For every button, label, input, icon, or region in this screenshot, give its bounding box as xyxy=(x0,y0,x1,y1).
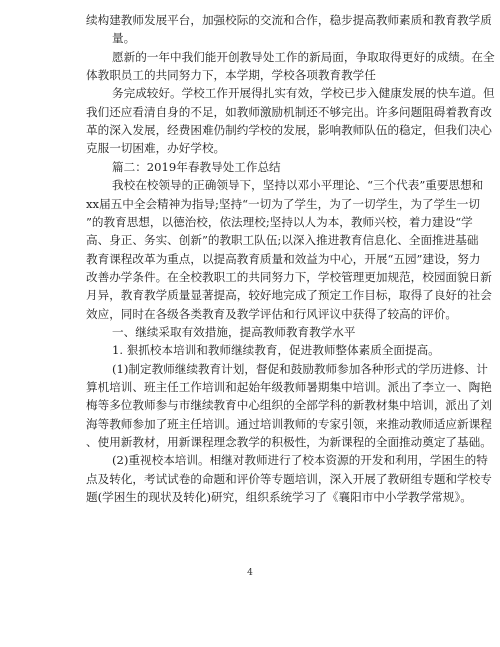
text-line: 克服一切困难，办好学校。 xyxy=(86,141,226,156)
text-line: 效应，同时在各级各类教育及教学评估和行风评议中获得了较高的评价。 xyxy=(86,306,458,321)
text-line: (2)重视校本培训。相继对教师进行了校本资源的开发和利用，学困生的特 xyxy=(112,453,488,468)
text-line: 、使用新教材，用新课程理念教学的积极性，为新课程的全面推动奠定了基础。 xyxy=(86,435,492,450)
text-line: 海等教师参加了班主任培训。通过培训教师的专家引领，来推动教师适应新课程 xyxy=(86,416,492,431)
text-line: 高、身正、务实、创新”的教职工队伍;以深入推进教育信息化、全面推进基础 xyxy=(86,233,479,248)
text-line: 梅等多位教师参与市继续教育中心组织的全部学科的新教材集中培训，派出了刘 xyxy=(86,398,492,413)
text-line: 体教职员工的共同努力下，本学期，学校各项教育教学任 xyxy=(86,68,376,83)
text-line: 一、继续采取有效措施，提高教师教育教学水平 xyxy=(112,324,356,339)
text-line: 量。 xyxy=(112,31,136,46)
text-line: 我们还应看清自身的不足，如教师激励机制还不够完出。许多问题阻碍着教育改 xyxy=(86,104,492,119)
text-line: 1. 狠抓校本培训和教师继续教育，促进教师整体素质全面提高。 xyxy=(112,343,440,358)
text-line: 续构建教师发展平台，加强校际的交流和合作，稳步提高教师素质和教育教学质 xyxy=(86,13,492,27)
text-line: 点及转化，考试试卷的命题和评价等专题培训，深入开展了教研组专题和学校专 xyxy=(86,471,492,486)
text-line: 愿新的一年中我们能开创教导处工作的新局面，争取取得更好的成绩。在全 xyxy=(112,49,495,64)
text-line: 篇二：2019年春教导处工作总结 xyxy=(112,159,281,174)
text-line: 务完成较好。学校工作开展得扎实有效，学校已步入健康发展的快车道。但 xyxy=(112,86,495,101)
text-line: xx届五中全会精神为指导;坚持“一切为了学生，为了一切学生，为了学生一切 xyxy=(86,196,480,211)
text-line: 题(学困生的现状及转化)研究，组织系统学习了《襄阳市中小学教学常规》。 xyxy=(86,490,472,505)
text-line: ”的教育思想，以德治校，依法理校;坚持以人为本，教师兴校，着力建设“学 xyxy=(86,214,473,229)
text-line: 月异，教育教学质量显著提高，较好地完成了预定工作目标，取得了良好的社会 xyxy=(86,288,492,303)
text-line: 革的深入发展，经费困难仍制约学校的发展，影响教师队伍的稳定，但我们决心 xyxy=(86,123,492,138)
text-line: 改善办学条件。在全校教职工的共同努力下，学校管理更加规范，校园面貌日新 xyxy=(86,269,492,284)
text-line: (1)制定教师继续教育计划，督促和鼓励教师参加各种形式的学历进修、计 xyxy=(112,361,488,376)
page-number: 4 xyxy=(247,568,253,578)
text-line: 算机培训、班主任工作培训和起始年级教师暑期集中培训。派出了李立一、陶艳 xyxy=(86,380,492,394)
text-line: 我校在校领导的正确领导下，坚持以邓小平理论、“三个代表”重要思想和 xyxy=(112,178,484,193)
text-line: 教育课程改革为重点，以提高教育质量和效益为中心，开展“五园”建设，努力 xyxy=(86,251,481,266)
